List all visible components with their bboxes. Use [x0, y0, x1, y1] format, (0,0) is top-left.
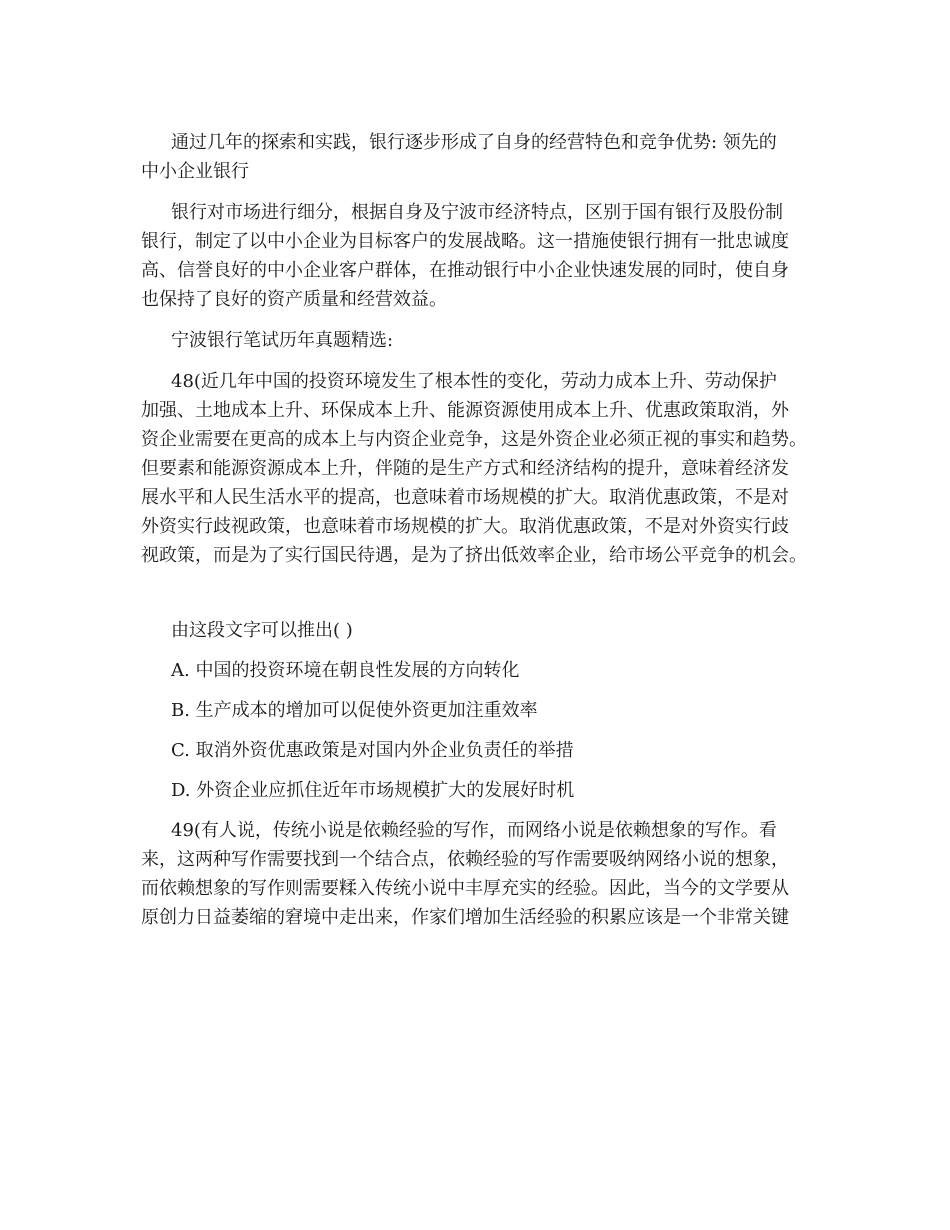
answer-option-b: B. 生产成本的增加可以促使外资更加注重效率 [171, 700, 538, 721]
answer-option-a: A. 中国的投资环境在朝良性发展的方向转化 [171, 660, 520, 681]
paragraph-line: 银行，制定了以中小企业为目标客户的发展战略。这一措施使银行拥有一批忠诚度 [141, 231, 789, 252]
question-line: 来，这两种写作需要找到一个结合点，依赖经验的写作需要吸纳网络小说的想象， [141, 849, 789, 870]
answer-option-c: C. 取消外资优惠政策是对国内外企业负责任的举措 [171, 740, 574, 761]
question-line: 视政策，而是为了实行国民待遇，是为了挤出低效率企业，给市场公平竞争的机会。 [141, 545, 807, 566]
question-line: 加强、土地成本上升、环保成本上升、能源资源使用成本上升、优惠政策取消，外 [141, 400, 789, 421]
paragraph-line: 高、信誉良好的中小企业客户群体，在推动银行中小企业快速发展的同时，使自身 [141, 260, 789, 281]
question-line: 资企业需要在更高的成本上与内资企业竞争，这是外资企业必须正视的事实和趋势。 [141, 429, 807, 450]
question-line: 而依赖想象的写作则需要糅入传统小说中丰厚充实的经验。因此，当今的文学要从 [141, 878, 789, 899]
question-line: 原创力日益萎缩的窘境中走出来，作家们增加生活经验的积累应该是一个非常关键 [141, 907, 789, 928]
paragraph-line: 通过几年的探索和实践，银行逐步形成了自身的经营特色和竞争优势: 领先的 [171, 132, 777, 153]
section-heading: 宁波银行笔试历年真题精选: [171, 330, 394, 351]
question-line: 48(近几年中国的投资环境发生了根本性的变化，劳动力成本上升、劳动保护 [171, 371, 777, 392]
question-prompt: 由这段文字可以推出( ) [171, 620, 353, 641]
question-line: 展水平和人民生活水平的提高，也意味着市场规模的扩大。取消优惠政策，不是对 [141, 487, 789, 508]
paragraph-line: 中小企业银行 [141, 161, 249, 182]
paragraph-line: 银行对市场进行细分，根据自身及宁波市经济特点，区别于国有银行及股份制 [171, 202, 783, 223]
strategy-paragraph [141, 198, 831, 314]
question-line: 49(有人说，传统小说是依赖经验的写作，而网络小说是依赖想象的写作。看 [171, 820, 777, 841]
intro-paragraph [141, 128, 831, 186]
question-49 [141, 816, 831, 932]
question-48 [141, 367, 831, 805]
question-line: 但要素和能源资源成本上升，伴随的是生产方式和经济结构的提升，意味着经济发 [141, 458, 789, 479]
document-body [141, 128, 831, 932]
question-line: 外资实行歧视政策，也意味着市场规模的扩大。取消优惠政策，不是对外资实行歧 [141, 516, 789, 537]
paragraph-line: 也保持了良好的资产质量和经营效益。 [141, 289, 447, 310]
answer-option-d: D. 外资企业应抓住近年市场规模扩大的发展好时机 [171, 780, 575, 801]
